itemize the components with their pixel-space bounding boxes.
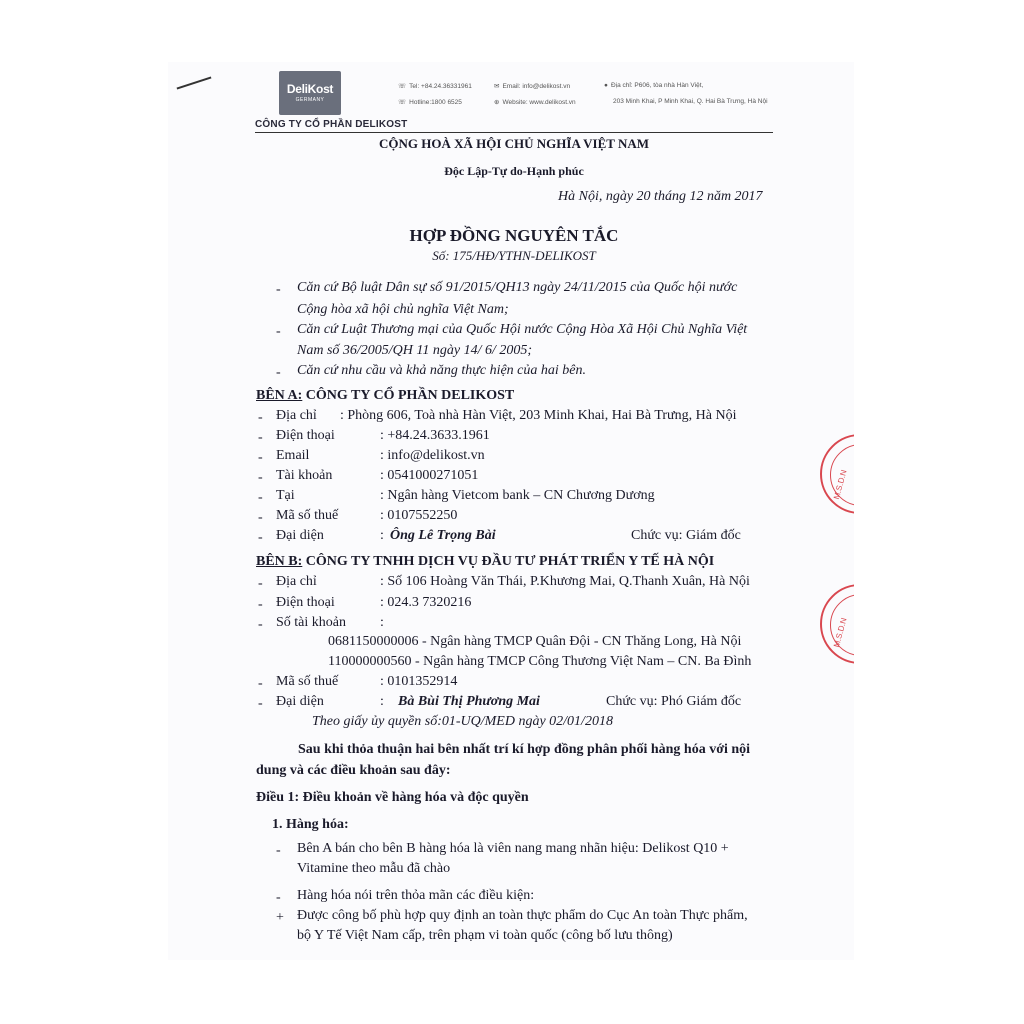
item-1-line-2: Vitamine theo mẫu đã chào [297,861,451,876]
basis-1-line-2: Cộng hòa xã hội chủ nghĩa Việt Nam; [297,302,509,317]
section-1-heading: 1. Hàng hóa: [272,817,349,832]
party-a-bullet: - [258,470,263,485]
party-a-address-value: : Phòng 606, Toà nhà Hàn Việt, 203 Minh Khai, Hai Bà Trưng, Hà Nội [340,408,737,423]
item-plus-bullet: + [276,910,284,925]
party-b-bullet: - [258,617,263,632]
logo-subtext: GERMANY [295,97,325,103]
agreement-line-2: dung và các điều khoản sau đây: [256,763,451,778]
agreement-line-1: Sau khi thỏa thuận hai bên nhất trí kí hợp đồng phân phối hàng hóa với nội [298,742,751,757]
party-a-tax-label: Mã số thuế [276,508,339,523]
red-seal-stamp: M.S.D.N [820,434,854,514]
party-a-bank-label: Tại [276,488,295,503]
party-b-account-colon: : [380,615,384,630]
logo-text: DeliKost [286,82,334,96]
party-a-bullet: - [258,510,263,525]
party-b-account-1: 0681150000006 - Ngân hàng TMCP Quân Đội - CN Thăng Long, Hà Nội [328,634,742,649]
party-a-rep-label: Đại diện [276,528,324,543]
party-b-rep-title: Chức vụ: Phó Giám đốc [606,694,742,709]
item-1-line-1: Bên A bán cho bên B hàng hóa là viên nang mang nhãn hiệu: Delikost Q10 + [297,841,729,856]
motto: Độc Lập-Tự do-Hạnh phúc [444,164,584,178]
party-b-tax-value: : 0101352914 [380,674,458,689]
globe-icon: ⊕ [494,99,500,106]
party-a-email-value: : info@delikost.vn [380,448,485,463]
party-b-address-value: : Số 106 Hoàng Văn Thái, P.Khương Mai, Q.Thanh Xuân, Hà Nội [380,574,750,589]
party-a-account-value: : 0541000271051 [380,468,479,483]
party-b-tax-label: Mã số thuế [276,674,339,689]
basis-3-line-1: Căn cứ nhu cầu và khả năng thực hiện của hai bên. [297,363,586,378]
party-b-heading: BÊN B: CÔNG TY TNHH DỊCH VỤ ĐẦU TƯ PHÁT TRIỂN Y TẾ HÀ NỘI [256,554,715,569]
party-b-rep-colon: : [380,694,384,709]
party-a-rep-title: Chức vụ: Giám đốc [631,528,741,543]
basis-bullet: - [276,324,281,339]
letterhead-divider [255,132,773,133]
letterhead-address-2: 203 Minh Khai, P Minh Khai, Q. Hai Bà Trưng, Hà Nội [613,98,768,105]
basis-bullet: - [276,365,281,380]
stamp-clip-1 [820,420,854,530]
location-icon: ● [604,82,608,89]
party-b-phone-value: : 024.3 7320216 [380,595,472,610]
party-a-bullet: - [258,530,263,545]
letterhead-website: ⊕ Website: www.delikost.vn [494,99,576,106]
party-b-bullet: - [258,696,263,711]
party-b-authorization: Theo giấy ủy quyền số:01-UQ/MED ngày 02/01/2018 [312,714,613,729]
basis-1-line-1: Căn cứ Bộ luật Dân sự số 91/2015/QH13 ngày 24/11/2015 của Quốc hội nước [297,280,738,295]
party-a-bank-value: : Ngân hàng Vietcom bank – CN Chương Dương [380,488,655,503]
letterhead-address-1: ● Địa chỉ: P606, tòa nhà Hàn Việt, [604,82,704,89]
party-b-account-label: Số tài khoản [276,615,346,630]
party-a-bullet: - [258,430,263,445]
basis-2-line-1: Căn cứ Luật Thương mại của Quốc Hội nước Cộng Hòa Xã Hội Chủ Nghĩa Việt [297,322,748,337]
basis-bullet: - [276,282,281,297]
red-seal-stamp: M.S.D.N [820,584,854,664]
party-b-address-label: Địa chỉ [276,574,317,589]
item-bullet: - [276,843,281,858]
party-a-address-label: Địa chỉ [276,408,317,423]
party-a-email-label: Email [276,448,310,463]
basis-2-line-2: Nam số 36/2005/QH 11 ngày 14/ 6/ 2005; [297,343,533,358]
party-b-rep-label: Đại diện [276,694,324,709]
party-a-tax-value: : 0107552250 [380,508,458,523]
party-a-rep-colon: : [380,528,384,543]
party-a-phone-value: : +84.24.3633.1961 [380,428,490,443]
item-2: Hàng hóa nói trên thỏa mãn các điều kiện: [297,888,535,903]
document-number: Số: 175/HĐ/YTHN-DELIKOST [432,248,596,263]
party-b-phone-label: Điện thoại [276,595,335,610]
party-a-bullet: - [258,490,263,505]
party-a-heading: BÊN A: CÔNG TY CỔ PHẦN DELIKOST [256,388,515,403]
nation-heading: CỘNG HOÀ XÃ HỘI CHỦ NGHĨA VIỆT NAM [378,136,650,151]
party-b-bullet: - [258,597,263,612]
document-title: HỢP ĐỒNG NGUYÊN TẮC [409,226,619,245]
letterhead-hotline: ☏ Hotline:1800 6525 [398,99,462,106]
phone-icon: ☏ [398,83,407,90]
party-a-bullet: - [258,410,263,425]
letterhead-company: CÔNG TY CỔ PHẦN DELIKOST [255,119,408,130]
party-b-rep-name: Bà Bùi Thị Phương Mai [398,694,540,709]
party-b-account-2: 110000000560 - Ngân hàng TMCP Công Thương Việt Nam – CN. Ba Đình [328,654,752,669]
party-a-rep-name: Ông Lê Trọng Bài [390,528,496,543]
party-a-phone-label: Điện thoại [276,428,335,443]
letterhead-email: ✉ Email: info@delikost.vn [494,83,571,90]
delikost-logo [279,71,341,115]
document-date: Hà Nội, ngày 20 tháng 12 năm 2017 [558,189,763,204]
party-b-bullet: - [258,576,263,591]
party-a-account-label: Tài khoản [276,468,333,483]
letterhead-tel: ☏ Tel: +84.24.36331961 [398,83,472,90]
party-a-bullet: - [258,450,263,465]
article-1-heading: Điều 1: Điều khoản về hàng hóa và độc quyền [256,790,529,805]
item-3-line-2: bộ Y Tế Việt Nam cấp, trên phạm vi toàn quốc (công bố lưu thông) [297,928,673,943]
item-3-line-1: Được công bố phù hợp quy định an toàn thực phẩm do Cục An toàn Thực phẩm, [297,908,748,923]
phone-icon: ☏ [398,99,407,106]
stamp-clip-2 [820,578,854,678]
mail-icon: ✉ [494,83,500,90]
item-bullet: - [276,890,281,905]
party-b-bullet: - [258,676,263,691]
